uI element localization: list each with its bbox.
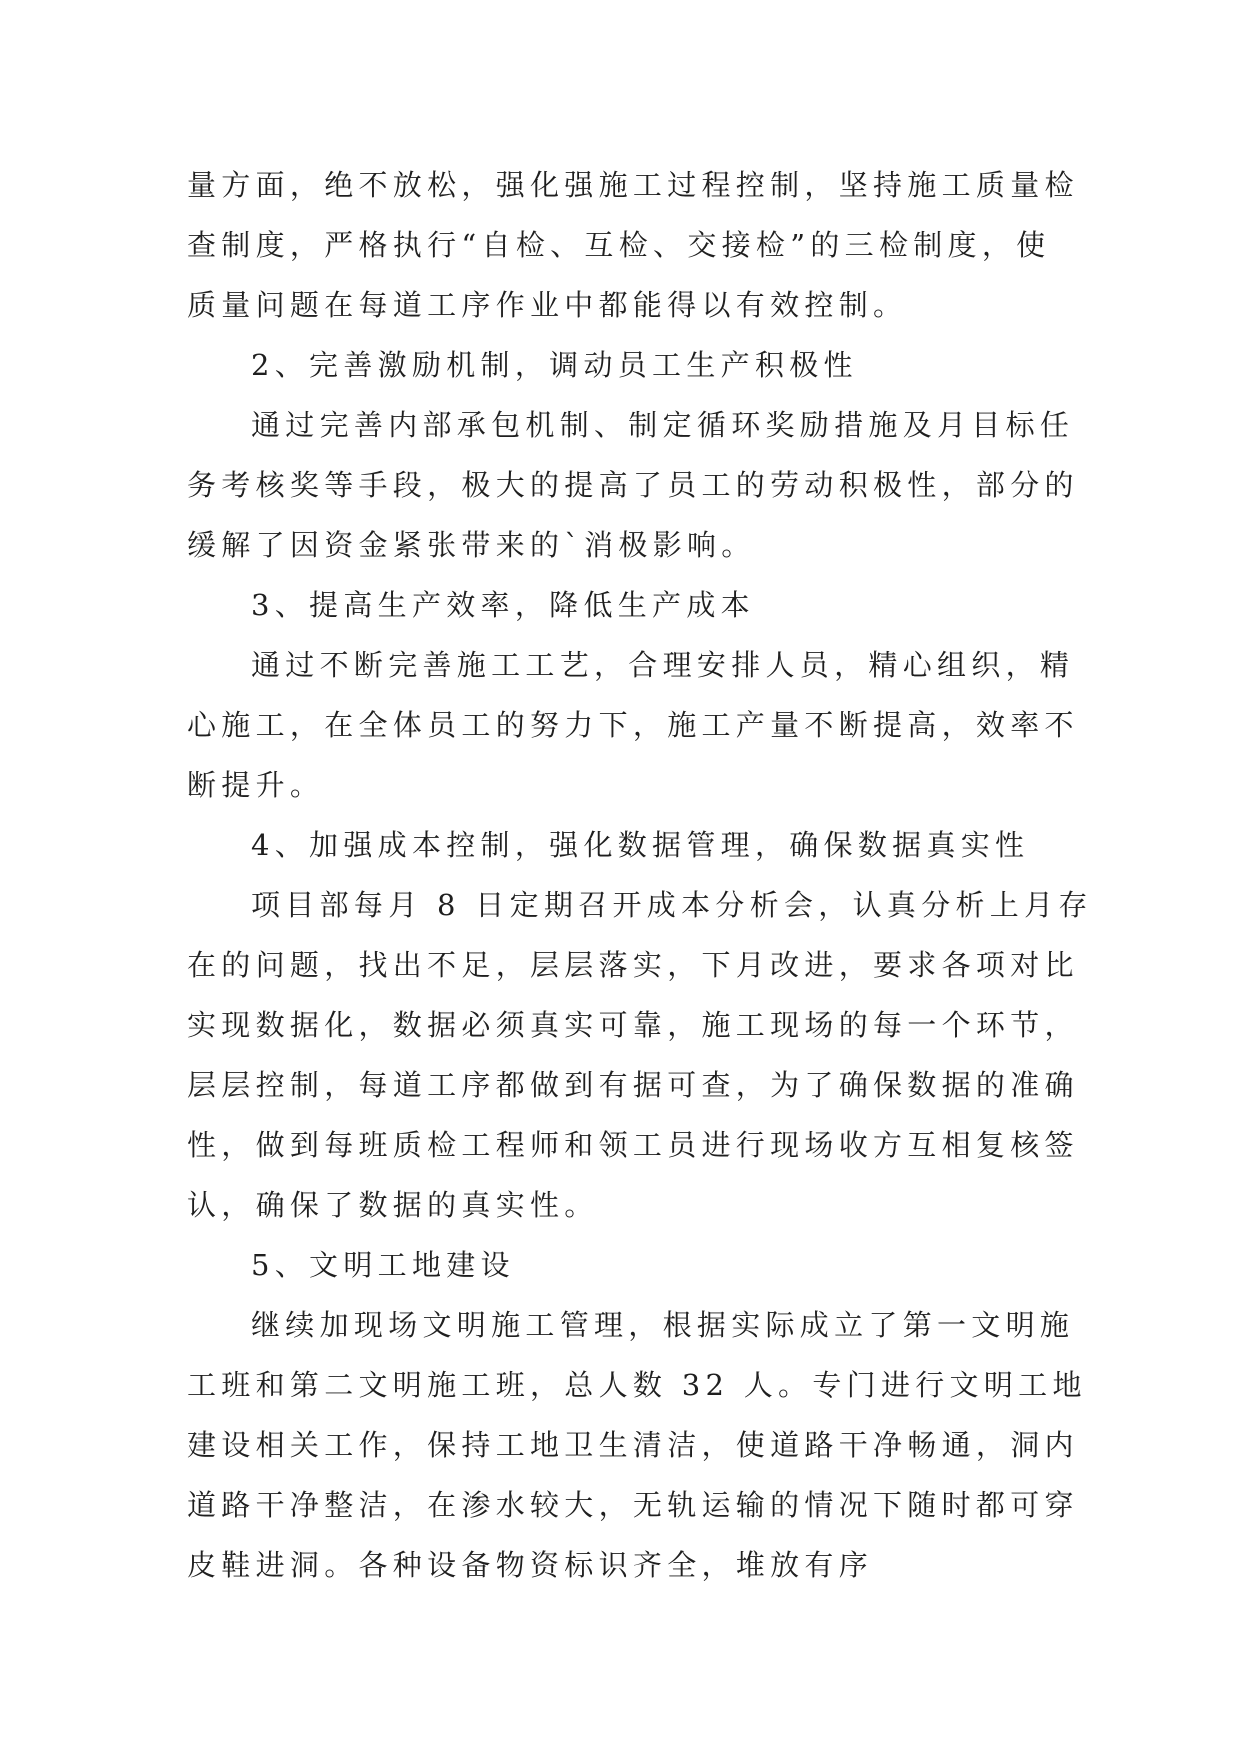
text-line: 工班和第二文明施工班，总人数 32 人。专门进行文明工地 [187,1368,1087,1402]
paragraph-start: 通过完善内部承包机制、制定循环奖励措施及月目标任 [251,408,1075,442]
text-line: 心施工，在全体员工的努力下，施工产量不断提高，效率不 [187,708,1079,742]
section-heading: 5、文明工地建设 [251,1248,515,1282]
text-line: 查制度，严格执行“自检、互检、交接检”的三检制度，使 [187,228,1051,262]
text-line: 皮鞋进洞。各种设备物资标识齐全，堆放有序 [187,1548,874,1582]
text-line: 建设相关工作，保持工地卫生清洁，使道路干净畅通，洞内 [187,1428,1079,1462]
text-line: 道路干净整洁，在渗水较大，无轨运输的情况下随时都可穿 [187,1488,1079,1522]
paragraph-start: 项目部每月 8 日定期召开成本分析会，认真分析上月存 [251,888,1093,922]
text-line: 缓解了因资金紧张带来的`消极影响。 [187,528,756,562]
text-line: 在的问题，找出不足，层层落实，下月改进，要求各项对比 [187,948,1079,982]
text-line: 务考核奖等手段，极大的提高了员工的劳动积极性，部分的 [187,468,1079,502]
text-line: 认，确保了数据的真实性。 [187,1188,599,1222]
section-heading: 2、完善激励机制，调动员工生产积极性 [251,348,858,382]
paragraph-start: 通过不断完善施工工艺，合理安排人员，精心组织，精 [251,648,1075,682]
paragraph-start: 继续加现场文明施工管理，根据实际成立了第一文明施 [251,1308,1075,1342]
section-heading: 3、提高生产效率，降低生产成本 [251,588,755,622]
text-line: 层层控制，每道工序都做到有据可查，为了确保数据的准确 [187,1068,1079,1102]
section-heading: 4、加强成本控制，强化数据管理，确保数据真实性 [251,828,1030,862]
text-line: 性，做到每班质检工程师和领工员进行现场收方互相复核签 [187,1128,1079,1162]
text-line: 实现数据化，数据必须真实可靠，施工现场的每一个环节， [187,1008,1079,1042]
text-line: 断提升。 [187,768,325,802]
text-line: 量方面，绝不放松，强化强施工过程控制，坚持施工质量检 [187,168,1079,202]
document-body [187,155,1093,1595]
text-line: 质量问题在每道工序作业中都能得以有效控制。 [187,288,908,322]
